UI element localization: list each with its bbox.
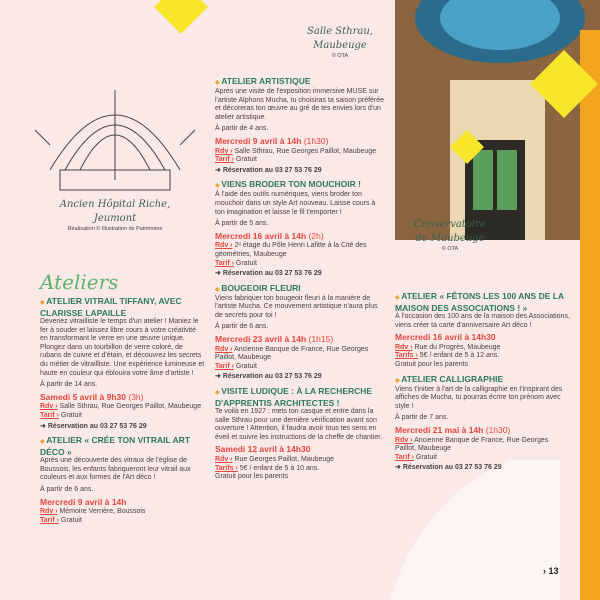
- event-description: À l'aide des outils numériques, viens broder ton mouchoir dans un style Art nouveau. Laisse cours à ton imagination et laisse le fil t'emporter !: [215, 191, 376, 216]
- event-reservation: ➜ Réservation au 03 27 53 76 29: [215, 373, 385, 382]
- page-number: › 13: [543, 566, 559, 576]
- event-reservation: ➜ Réservation au 03 27 53 76 29: [215, 167, 385, 176]
- column-left: [40, 292, 205, 525]
- event-atelier-artistique: [215, 76, 385, 175]
- event-reservation: ➜ Réservation au 03 27 53 76 29: [395, 464, 570, 473]
- venue-name-line1: Salle Sthrau,: [307, 26, 373, 37]
- event-age: À partir de 6 ans.: [215, 323, 269, 331]
- hospital-name-line1: Ancien Hôpital Riche,: [59, 199, 171, 210]
- event-title: ◆ ATELIER VITRAIL TIFFANY, AVEC CLARISSE LAPAILLE: [40, 296, 205, 318]
- event-description: Devenez vitrailliste le temps d'un atelier ! Maniez le fer à souder et laissez libre cours à votre créativité en transformant le verre en une œuvre unique. Plongez dans un tourbillon de verre coloré, de rubans de cuivre et d'étain, et découvrez les secrets du métier de vitrailliste. Une expérience lumineuse et haute en couleur qui éblouira votre âme d'artiste !: [40, 318, 205, 377]
- event-visite-ludique: [215, 386, 385, 482]
- event-vitrail-tiffany: [40, 296, 205, 431]
- event-title: ◆ ATELIER ARTISTIQUE: [215, 76, 385, 88]
- event-date: Mercredi 23 avril à 14h (1h15): [215, 334, 334, 345]
- event-date: Mercredi 16 avril à 14h30: [395, 332, 496, 343]
- conservatoire-photo: [395, 0, 600, 240]
- event-description: Viens fabriquer ton bougeoir fleuri à la manière de l'artiste Mucha. Ce mouvement artistique n'aura plus de secrets pour toi !: [215, 294, 378, 319]
- event-date: Mercredi 16 avril à 14h (2h): [215, 230, 324, 241]
- event-vitrail-art-deco: [40, 435, 205, 525]
- event-title: ◆ ATELIER CALLIGRAPHIE: [395, 374, 570, 386]
- event-date: Samedi 12 avril à 14h30: [215, 444, 311, 455]
- event-rdv: Rdv › Salle Sthrau, Rue Georges Paillot, Maubeuge: [215, 147, 377, 155]
- event-description: Viens t'initier à l'art de la calligraphie en t'inspirant des affiches de Mucha, tu pourras écrire ton prénom avec style !: [395, 385, 563, 410]
- hospital-caption: [40, 198, 190, 232]
- column-middle: [215, 72, 385, 482]
- orange-side-bar: [580, 30, 600, 600]
- event-rdv: Rdv › Ancienne Banque de France, Rue Georges Paillot, Maubeuge: [395, 436, 549, 453]
- venue-caption-salle-sthrau: [285, 25, 395, 59]
- event-date: Mercredi 21 mai à 14h (1h30): [395, 424, 511, 435]
- event-rdv: Rdv › Mémoire Verrière, Boussois: [40, 508, 146, 516]
- photo-credit: © OTA: [331, 53, 349, 59]
- event-tarif: Tarif › Gratuit: [40, 411, 82, 419]
- event-date: Samedi 5 avril à 9h30 (3h): [40, 391, 144, 402]
- event-calligraphie: [395, 374, 570, 473]
- section-heading-ateliers: Ateliers: [40, 270, 119, 294]
- event-date: Mercredi 9 avril à 14h: [40, 496, 127, 507]
- event-title: ◆ BOUGEOIR FLEURI: [215, 283, 385, 295]
- event-age: À partir de 14 ans.: [40, 381, 98, 389]
- event-reservation: ➜ Réservation au 03 27 53 76 29: [40, 423, 205, 432]
- event-title: ◆ VISITE LUDIQUE : À LA RECHERCHE D'APPRENTIS ARCHITECTES !: [215, 386, 385, 408]
- event-extra: Gratuit pour les parents: [395, 360, 469, 368]
- event-rdv: Rdv › Ancienne Banque de France, Rue Georges Paillot, Maubeuge: [215, 345, 369, 362]
- event-tarif: Tarif › Gratuit: [215, 362, 257, 370]
- event-title: ◆ VIENS BRODER TON MOUCHOIR !: [215, 179, 385, 191]
- event-tarif: Tarifs › 5€ / enfant de 5 à 12 ans.: [395, 352, 500, 360]
- event-age: À partir de 6 ans.: [40, 485, 94, 493]
- event-tarif: Tarif › Gratuit: [215, 259, 257, 267]
- event-description: Après une découverte des vitraux de l'église de Boussois, les enfants fabriqueront leur vitrail aux couleurs et aux formes de l'Art déco !: [40, 457, 191, 482]
- event-tarif: Tarif › Gratuit: [215, 156, 257, 164]
- event-age: À partir de 4 ans.: [215, 125, 269, 133]
- illustration-credit: Réalisation © Illustration de Patrimoine: [67, 226, 163, 232]
- event-maison-associations: [395, 291, 570, 370]
- event-title: ◆ ATELIER « FÊTONS LES 100 ANS DE LA MAISON DES ASSOCIATIONS ! »: [395, 291, 570, 313]
- hospital-facade-illustration: [30, 70, 200, 195]
- event-reservation: ➜ Réservation au 03 27 53 76 29: [215, 270, 385, 279]
- event-description: Te voilà en 1927 : mets ton casque et entre dans la salle Sthrau pour une dernière vérification avant son ouverture ! Attention, il faudra avoir tous tes sens en éveil et suivre les instructions de la cheffe de chantier.: [215, 408, 383, 441]
- event-broder-mouchoir: [215, 179, 385, 278]
- event-rdv: Rdv › 2ᵉ étage du Pôle Henri Lafitte à la Cité des géométries, Maubeuge: [215, 242, 367, 258]
- venue-caption-conservatoire: [395, 218, 505, 252]
- event-tarif: Tarif › Gratuit: [395, 453, 437, 461]
- event-age: À partir de 7 ans.: [395, 414, 449, 422]
- venue-name-line2: de Maubeuge: [415, 233, 485, 244]
- event-rdv: Rdv › Rue Georges Paillot, Maubeuge: [215, 456, 335, 463]
- event-title: ◆ ATELIER « CRÉE TON VITRAIL ART DÉCO »: [40, 435, 205, 457]
- yellow-diamond-1: [154, 0, 208, 34]
- column-right: [395, 287, 570, 473]
- event-extra: Gratuit pour les parents: [215, 473, 289, 481]
- event-tarif: Tarifs › 5€ / enfant de 5 à 10 ans.: [215, 464, 320, 472]
- stained-glass-illustration: [395, 0, 600, 240]
- event-date: Mercredi 9 avril à 14h (1h30): [215, 135, 329, 146]
- hospital-name-line2: Jeumont: [93, 213, 137, 224]
- photo-credit: © OTA: [441, 246, 459, 252]
- event-rdv: Rdv › Salle Sthrau, Rue Georges Paillot, Maubeuge: [40, 403, 202, 411]
- event-rdv: Rdv › Rue du Progrès, Maubeuge: [395, 343, 501, 351]
- event-bougeoir-fleuri: [215, 283, 385, 382]
- venue-name-line2: Maubeuge: [313, 40, 367, 51]
- event-description: Après une visite de l'exposition immersive MUSE sur l'artiste Alphons Mucha, tu choisiras ta saison préférée et décoreras ton œuvre au gré de tes envies lors d'un atelier artistique.: [215, 88, 385, 121]
- event-description: À l'occasion des 100 ans de la maison des Associations, viens créer ta carte d'anniversaire Art déco !: [395, 313, 570, 329]
- event-tarif: Tarif › Gratuit: [40, 516, 82, 524]
- venue-name-line1: Conservatoire: [414, 219, 486, 230]
- event-age: À partir de 5 ans.: [215, 220, 269, 228]
